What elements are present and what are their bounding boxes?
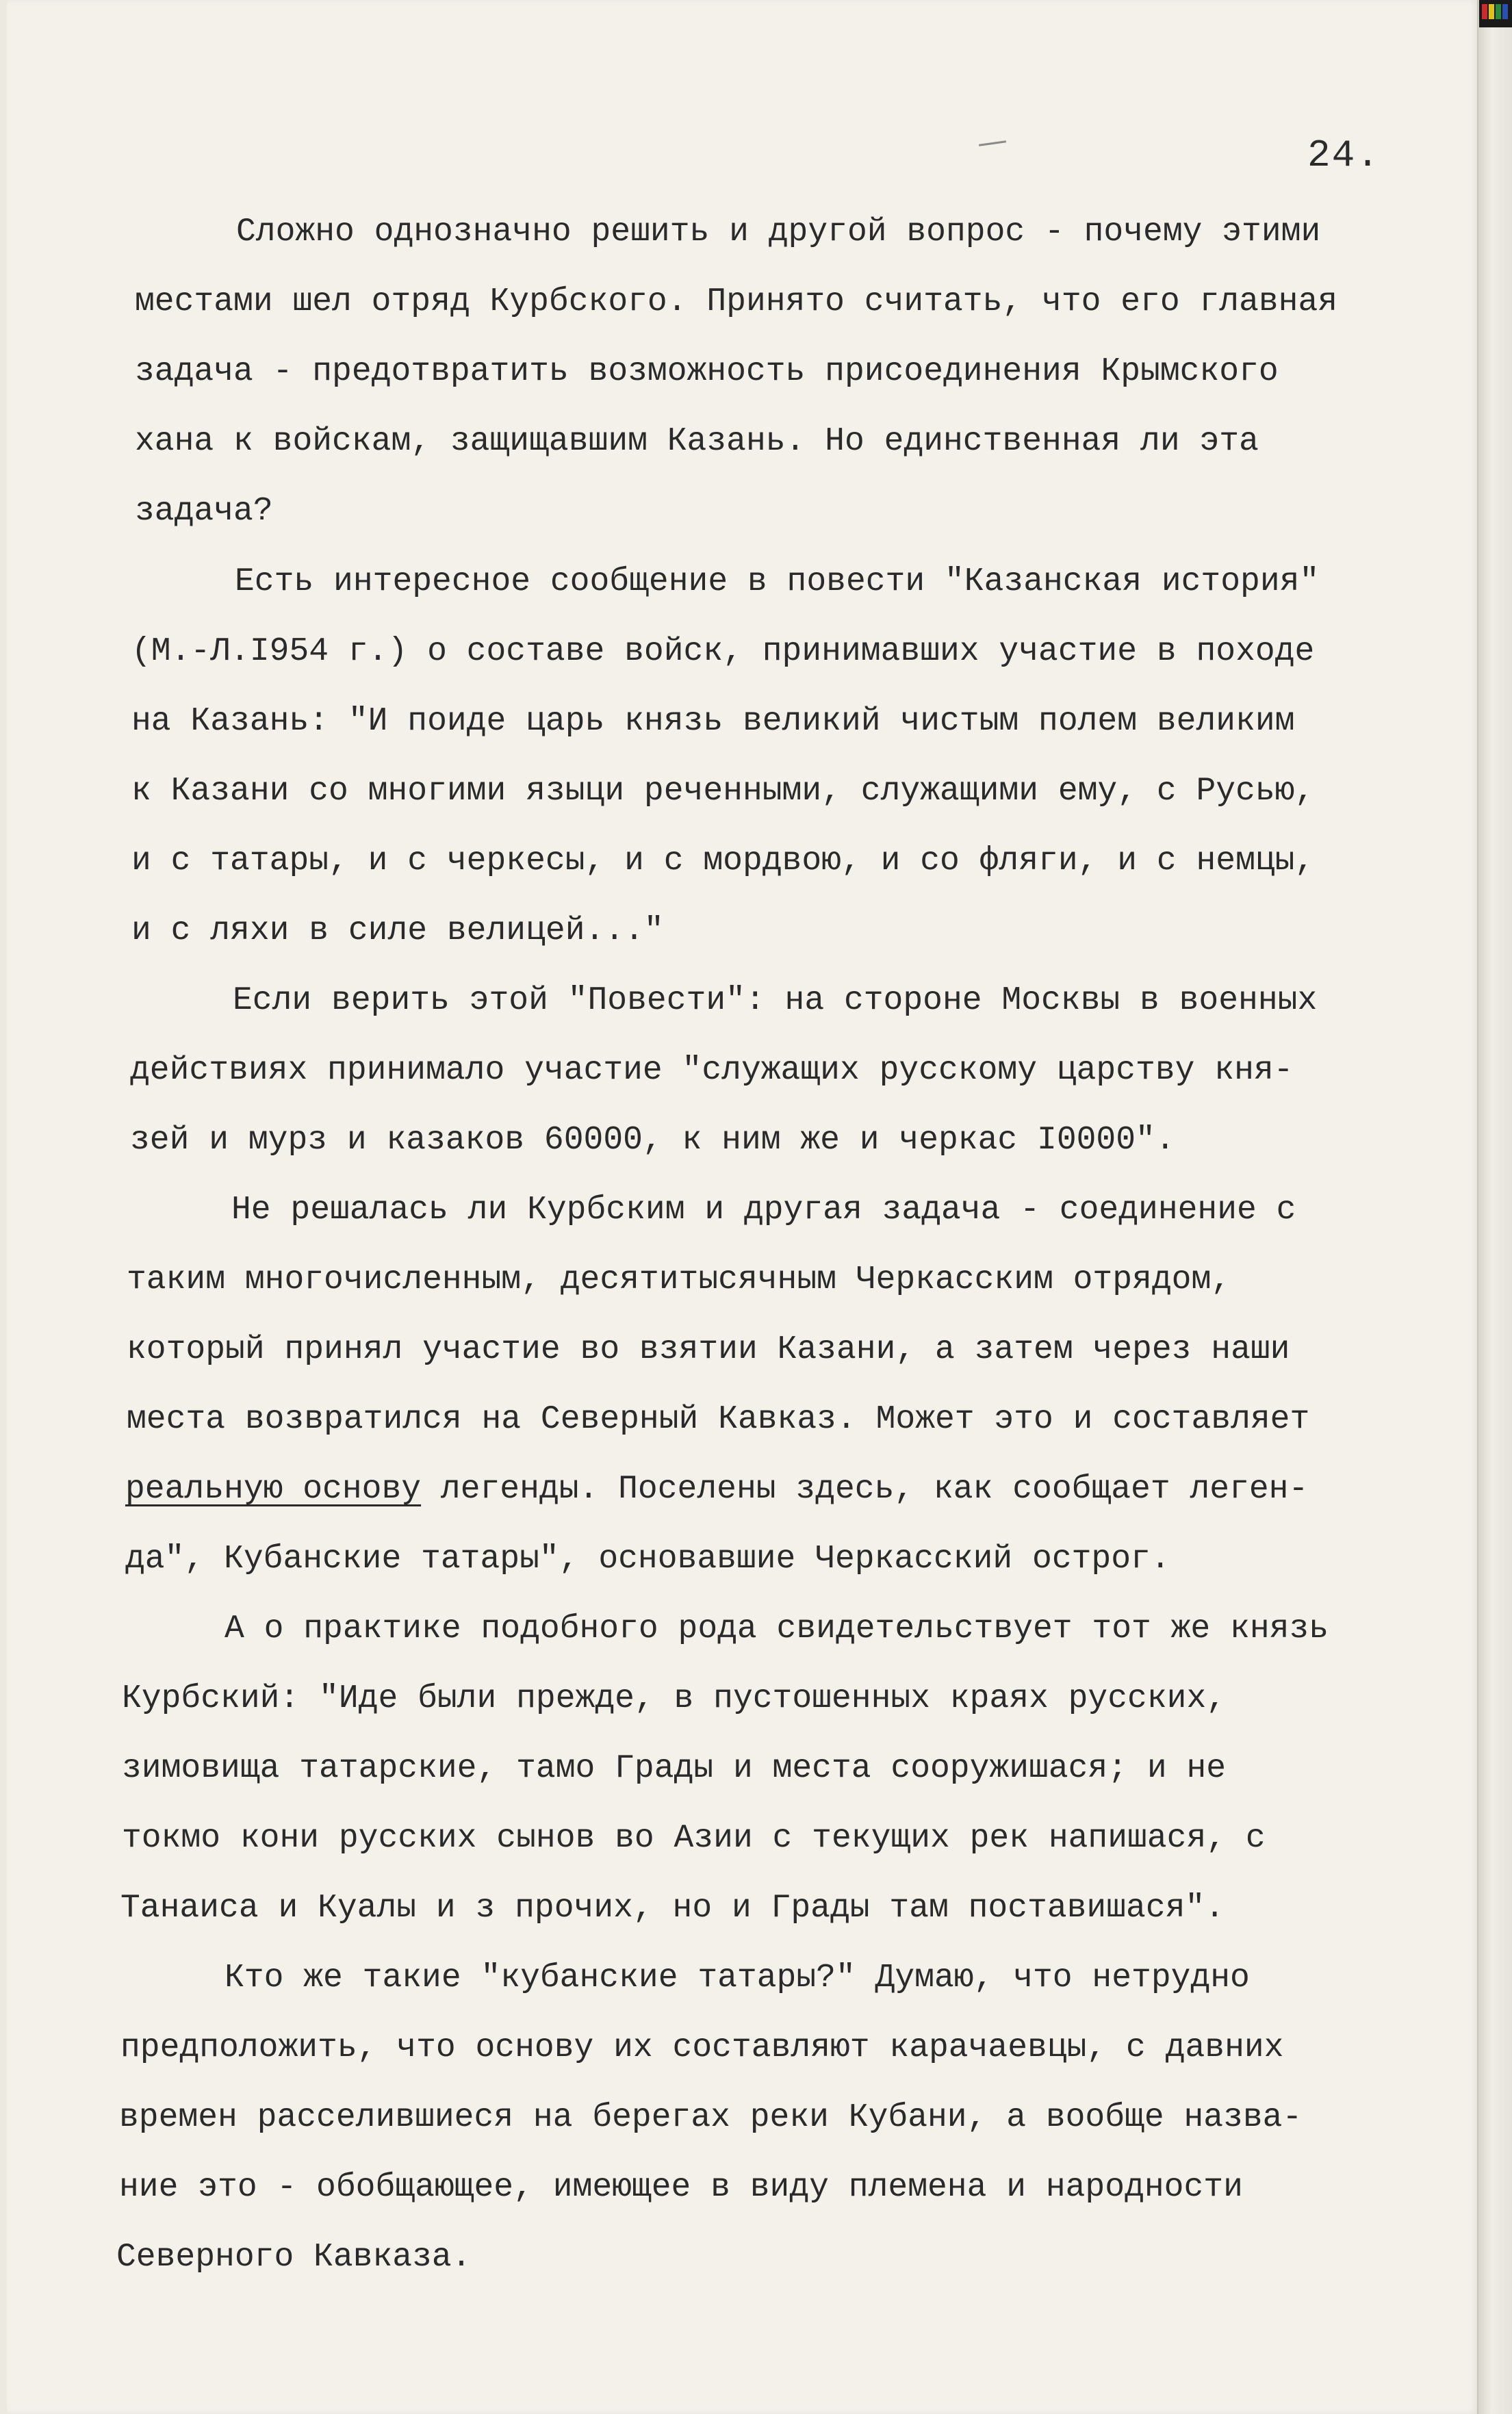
scan-margin xyxy=(1478,0,1512,2414)
text-line: Курбский: "Иде были прежде, в пустошенных краях русских, xyxy=(122,1680,1227,1717)
text-line: к Казани со многими языци реченными, служащими ему, с Русью, xyxy=(131,773,1315,810)
text-line: задача? xyxy=(135,493,273,530)
text-line: Сложно однозначно решить и другой вопрос - почему этими xyxy=(236,214,1321,251)
text-line: (М.-Л.I954 г.) о составе войск, принимавших участие в походе xyxy=(131,633,1315,670)
text-line-underlined xyxy=(125,1473,1308,1506)
text-line: таким многочисленным, десятитысячным Черкасским отрядом, xyxy=(127,1261,1231,1298)
page-number: 24. xyxy=(1307,133,1381,177)
text-line: Северного Кавказа. xyxy=(116,2239,472,2276)
text-line: местами шел отряд Курбского. Принято считать, что его главная xyxy=(135,283,1338,320)
scan-color-strip xyxy=(1479,0,1512,27)
text-span: легенды. Поселены здесь, как сообщает леген- xyxy=(421,1471,1309,1508)
text-line: задача - предотвратить возможность присоединения Крымского xyxy=(135,353,1279,390)
text-line: зимовища татарские, тамо Грады и места сооружишася; и не xyxy=(122,1750,1227,1787)
text-line: хана к войскам, защищавшим Казань. Но единственная ли эта xyxy=(135,423,1259,460)
pen-mark xyxy=(979,140,1006,146)
text-line: Есть интересное сообщение в повести "Казанская история" xyxy=(235,563,1320,600)
text-line: на Казань: "И поиде царь князь великий чистым полем великим xyxy=(131,703,1295,740)
text-line: который принял участие во взятии Казани, а затем через наши xyxy=(127,1331,1290,1368)
text-line: Если верить этой "Повести": на стороне Москвы в военных xyxy=(233,982,1318,1019)
text-line: А о практике подобного рода свидетельствует тот же князь xyxy=(225,1610,1329,1647)
document-page xyxy=(7,0,1478,2414)
text-line: токмо кони русских сынов во Азии с текущих рек напишася, с xyxy=(122,1820,1266,1857)
text-line: да", Кубанские татары", основавшие Черкасский острог. xyxy=(125,1541,1170,1578)
text-line: ние это - обобщающее, имеющее в виду племена и народности xyxy=(119,2169,1243,2206)
text-line: и с татары, и с черкесы, и с мордвою, и со фляги, и с немцы, xyxy=(131,843,1315,879)
text-line: места возвратился на Северный Кавказ. Может это и составляет xyxy=(127,1401,1310,1438)
text-line: зей и мурз и казаков 60000, к ним же и черкас I0000". xyxy=(130,1122,1175,1159)
text-line: времен расселившиеся на берегах реки Кубани, а вообще назва- xyxy=(119,2099,1303,2136)
text-line: Танаиса и Куалы и з прочих, но и Грады там поставишася". xyxy=(120,1890,1225,1927)
text-line: Не решалась ли Курбским и другая задача - соединение с xyxy=(231,1192,1296,1229)
text-line: предположить, что основу их составляют карачаевцы, с давних xyxy=(120,2029,1284,2066)
text-line: Кто же такие "кубанские татары?" Думаю, что нетрудно xyxy=(225,1960,1250,1996)
text-line: и с ляхи в силе велицей..." xyxy=(131,912,664,949)
underlined-phrase: реальную основу xyxy=(125,1471,422,1508)
text-line: действиях принимало участие "служащих русскому царству кня- xyxy=(130,1052,1294,1089)
